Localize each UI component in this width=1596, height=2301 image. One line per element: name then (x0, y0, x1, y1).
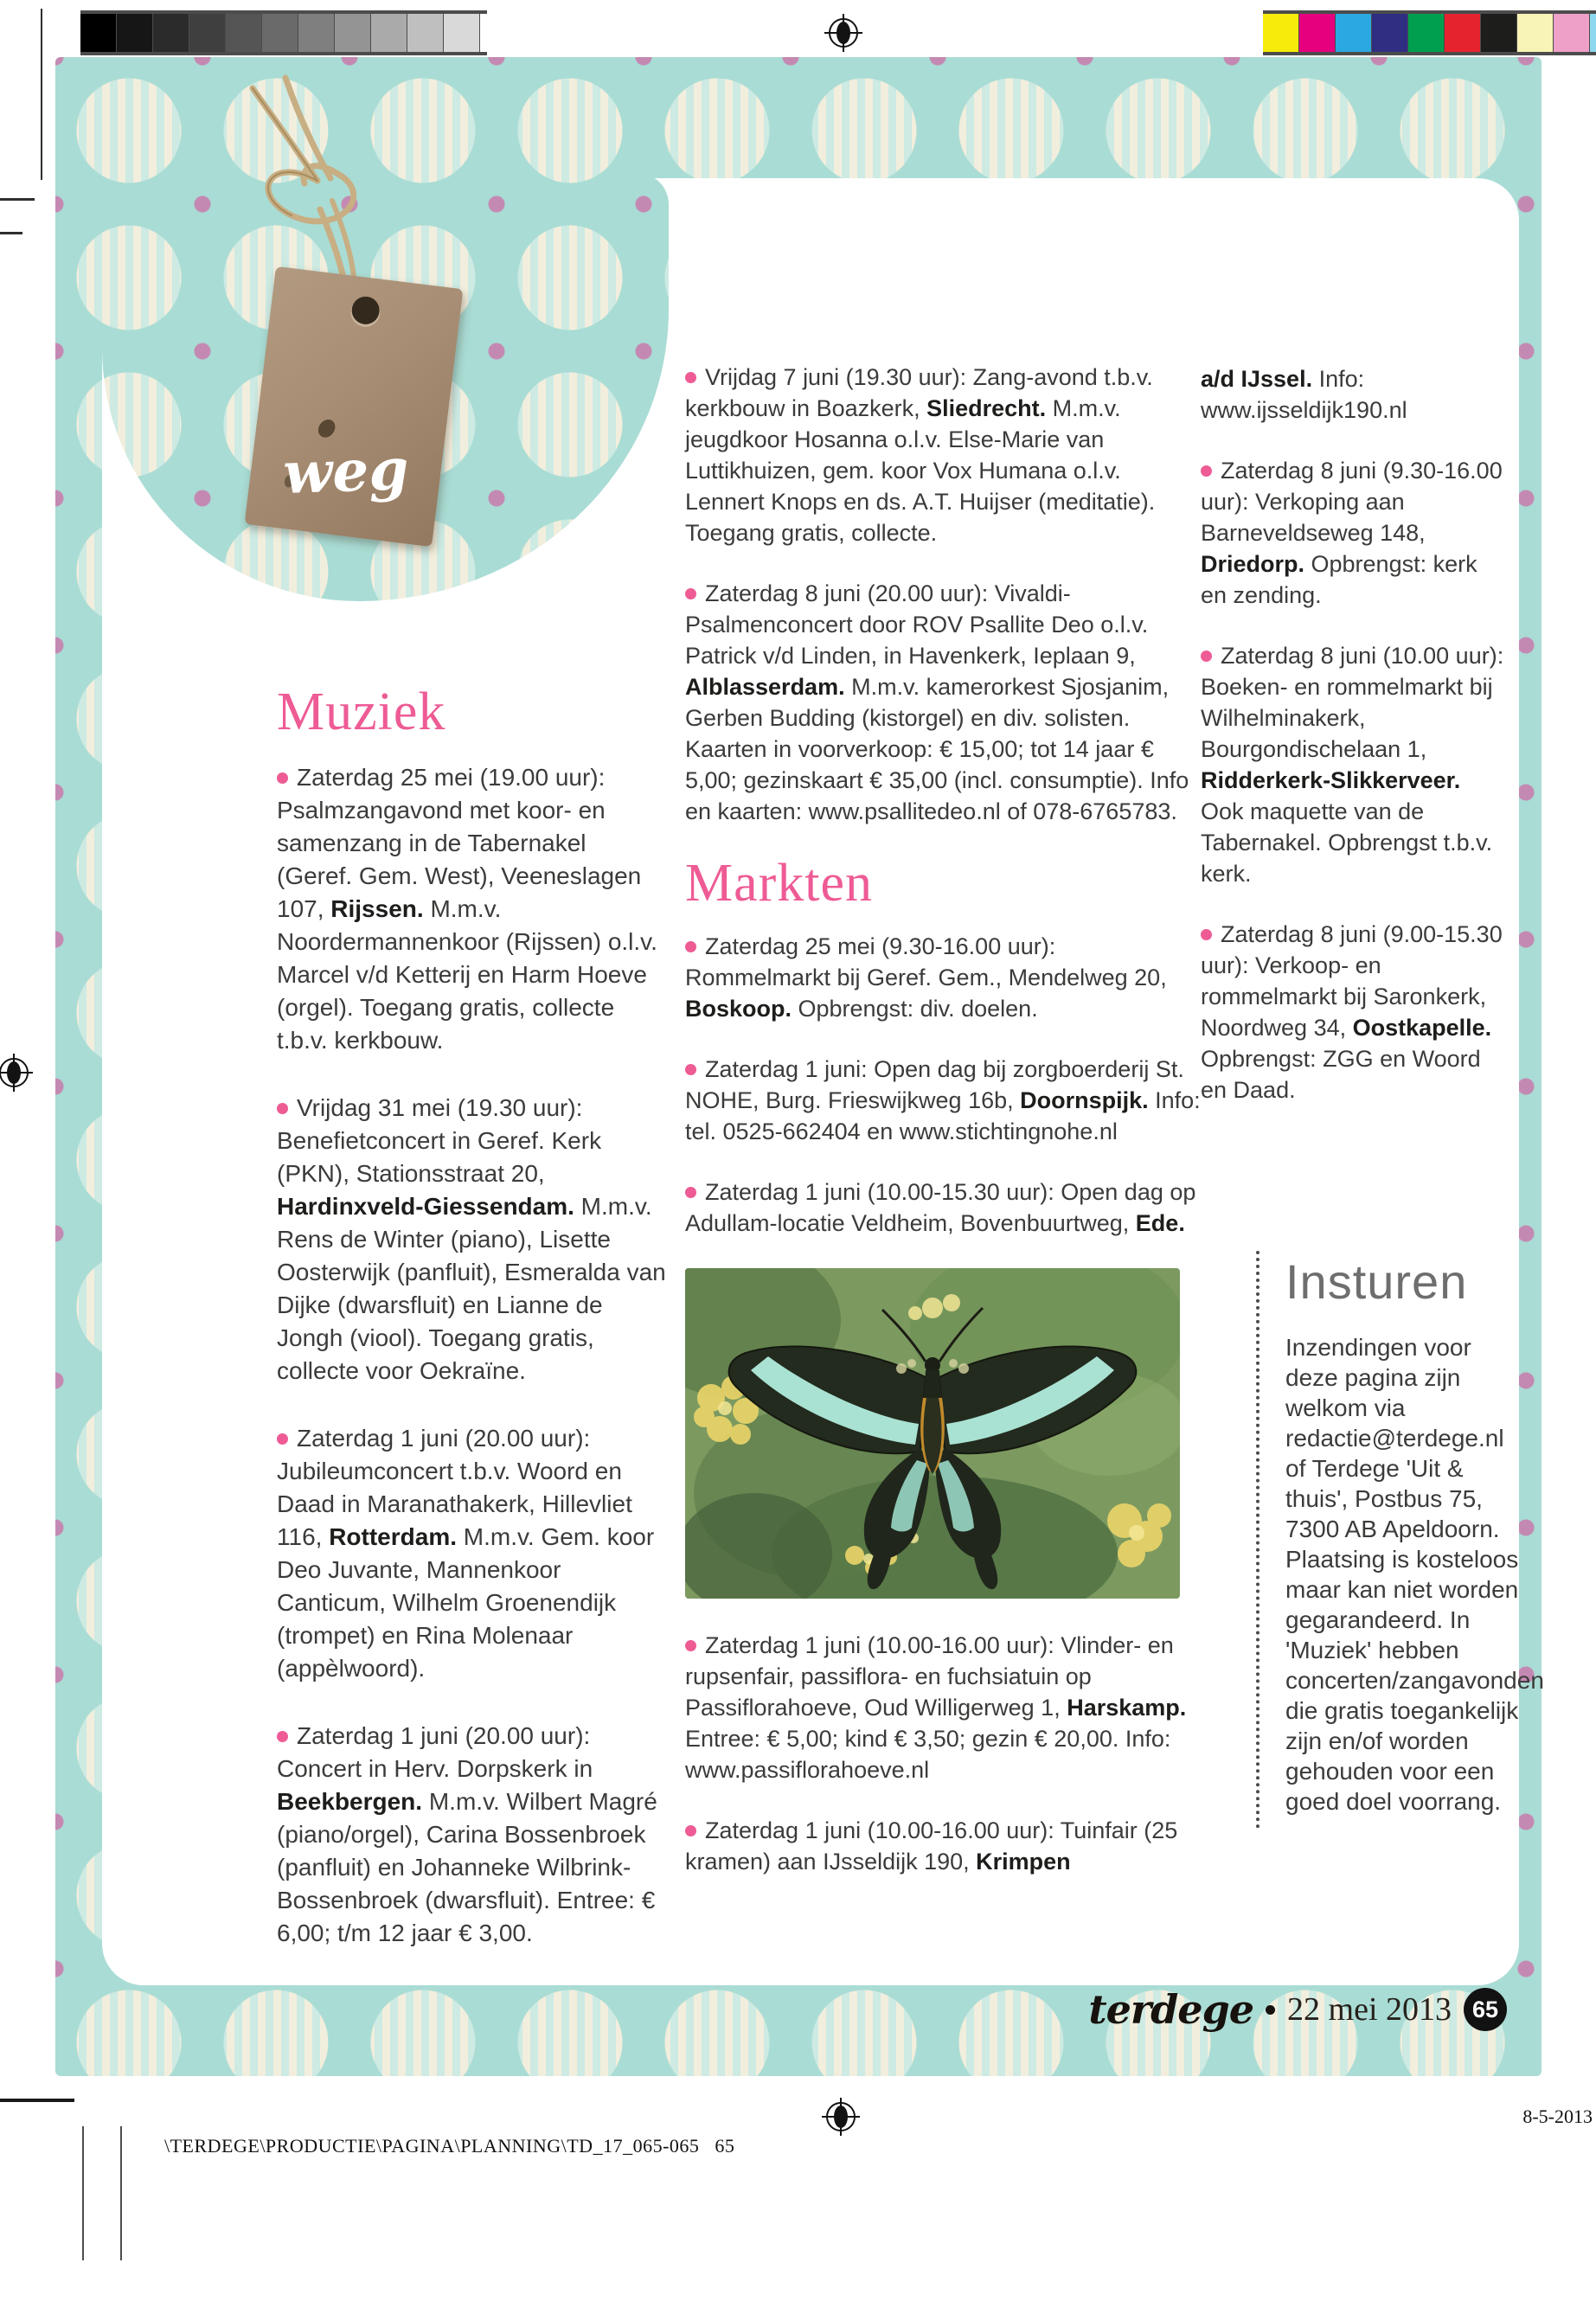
column-right (1201, 363, 1509, 1135)
event-text: Ook maquette van de Tabernakel. Opbrengst t.b.v. kerk. (1201, 798, 1493, 887)
bullet-icon (1201, 929, 1212, 940)
event-item (1201, 640, 1509, 889)
calibration-swatch (335, 14, 370, 52)
calibration-swatch (298, 14, 334, 52)
event-text: Info: tel. 0525-662404 en www.stichtingnohe.nl (685, 1087, 1201, 1144)
column-muziek (277, 685, 668, 1984)
event-text: Zaterdag 1 juni (10.00-16.00 uur): Tuinfair (25 kramen) aan IJsseldijk 190, (685, 1817, 1178, 1875)
calibration-swatch (371, 14, 407, 52)
event-text: Zaterdag 8 juni (9.30-16.00 uur): Verkoping aan Barneveldseweg 148, (1201, 458, 1503, 546)
event-list (685, 931, 1204, 1239)
event-item (685, 931, 1204, 1024)
bullet-icon (1201, 465, 1212, 477)
column-center (685, 362, 1204, 1907)
event-item (685, 1176, 1204, 1239)
event-list (1201, 363, 1509, 1106)
calibration-swatch (444, 14, 479, 52)
event-text: Zaterdag 25 mei (9.30-16.00 uur): Rommelmarkt bij Geref. Gem., Mendelweg 20, (685, 933, 1167, 990)
event-location: Alblasserdam. (685, 674, 845, 700)
event-item (277, 1422, 668, 1685)
grayscale-calibration-bar (80, 10, 487, 55)
bullet-icon (685, 588, 696, 599)
calibration-swatch (226, 14, 261, 52)
event-location: Beekbergen. (277, 1788, 423, 1815)
event-location: Ede. (1135, 1210, 1185, 1236)
event-text: Zaterdag 8 juni (9.00-15.30 uur): Verkoop- en rommelmarkt bij Saronkerk, Noordweg 34, (1201, 921, 1503, 1041)
gift-tag (245, 266, 464, 547)
tag-label: weg (282, 434, 410, 507)
calibration-swatch (1554, 14, 1589, 52)
calibration-swatch (1336, 14, 1371, 52)
event-list (685, 362, 1204, 827)
crop-mark (0, 198, 35, 201)
calibration-swatch (1445, 14, 1480, 52)
event-item (277, 761, 668, 1057)
crop-mark (120, 2126, 122, 2260)
calibration-swatch (189, 14, 225, 52)
calibration-swatch (80, 14, 116, 52)
event-item (277, 1092, 668, 1388)
event-text: Opbrengst: ZGG en Woord en Daad. (1201, 1046, 1481, 1103)
event-text: Zaterdag 8 juni (10.00 uur): Boeken- en rommelmarkt bij Wilhelminakerk, Bourgondischelaan 1, (1201, 643, 1504, 762)
magazine-logo: terdege (1088, 1986, 1254, 2033)
event-location: a/d IJssel. (1201, 366, 1313, 392)
calibration-swatch (1372, 14, 1407, 52)
insturen-text: Inzendingen voor deze pagina zijn welkom via redactie@terdege.nl of Terdege 'Uit & thuis', Postbus 75, 7300 AB Apeldoorn. Plaatsing is kosteloos maar kan niet worden gegarandeerd. In 'Muziek' hebben concerten/zangavonden die gratis toegankelijk zijn en/of worden gehouden voor een goed doel voorrang. (1285, 1334, 1544, 1815)
event-location: Doornspijk. (1020, 1087, 1149, 1113)
butterfly-photo (685, 1268, 1180, 1599)
event-item (1201, 919, 1509, 1106)
calibration-swatch (1517, 14, 1553, 52)
event-text: M.m.v. Rens de Winter (piano), Lisette Oosterwijk (panfluit), Esmeralda van Dijke (dwarsfluit) en Lianne de Jongh (viool). Toegang gratis, collecte voor Oekraïne. (277, 1193, 666, 1384)
calibration-swatch (1299, 14, 1335, 52)
event-text: M.m.v. Noordermannenkoor (Rijssen) o.l.v. Marcel v/d Ketterij en Harm Hoeve (orgel). Toegang gratis, collecte t.b.v. kerkbouw. (277, 895, 657, 1054)
bullet-icon (685, 372, 696, 383)
page-number-badge: 65 (1464, 1988, 1507, 2031)
registration-mark-icon (824, 14, 862, 52)
tag-hole (350, 295, 381, 326)
event-location: Rijssen. (330, 895, 424, 922)
section-heading-muziek: Muziek (277, 683, 446, 741)
bullet-icon (277, 1731, 288, 1742)
issue-date: 22 mei 2013 (1287, 1991, 1452, 2028)
bullet-icon (685, 1825, 696, 1836)
bullet-icon (685, 1064, 696, 1075)
event-text: Zaterdag 1 juni (20.00 uur): Concert in Herv. Dorpskerk in (277, 1722, 593, 1782)
event-text: Zaterdag 1 juni (10.00-15.30 uur): Open dag op Adullam-locatie Veldheim, Bovenbuurtweg, (685, 1179, 1196, 1236)
calibration-swatch (117, 14, 152, 52)
event-item (685, 1054, 1204, 1147)
event-text: Info: www.ijsseldijk190.nl (1201, 366, 1407, 423)
event-item (277, 1720, 668, 1950)
event-location: Krimpen (976, 1849, 1071, 1875)
event-item (1201, 455, 1509, 611)
event-text: M.m.v. jeugdkoor Hosanna o.l.v. Else-Marie van Luttikhuizen, gem. koor Vox Humana o.l.v. Lennert Knops en ds. A.T. Huijser (meditatie). Toegang gratis, collecte. (685, 395, 1156, 546)
section-heading-markten: Markten (685, 854, 874, 913)
event-text: Entree: € 5,00; kind € 3,50; gezin € 20,00. Info: www.passiflorahoeve.nl (685, 1726, 1171, 1783)
event-location: Driedorp. (1201, 551, 1305, 577)
registration-mark-icon (822, 2098, 860, 2136)
event-location: Boskoop. (685, 996, 792, 1022)
calibration-swatch (1408, 14, 1444, 52)
event-list (685, 1630, 1204, 1877)
event-text: M.m.v. kamerorkest Sjosjanim, Gerben Budding (kistorgel) en div. solisten. Kaarten in voorverkoop: € 15,00; tot 14 jaar € 5,00; gezinskaart € 35,00 (incl. consumptie). Info en kaarten: www.psallitedeo.nl of 078-6765783. (685, 674, 1189, 824)
event-text: Zaterdag 1 juni (20.00 uur): Jubileumconcert t.b.v. Woord en Daad in Maranathakerk, Hillevliet 116, (277, 1425, 632, 1550)
crop-mark (41, 9, 42, 180)
event-location: Rotterdam. (329, 1523, 457, 1550)
calibration-swatch (1481, 14, 1516, 52)
event-text: M.m.v. Gem. koor Deo Juvante, Mannenkoor Canticum, Wilhelm Groenendijk (trompet) en Rina Molenaar (appèlwoord). (277, 1523, 655, 1682)
insturen-box (1256, 1251, 1544, 1829)
event-text: Zaterdag 25 mei (19.00 uur): Psalmzangavond met koor- en samenzang in de Tabernakel (Geref. Gem. West), Veeneslagen 107, (277, 764, 642, 922)
bullet-icon (277, 1103, 288, 1114)
event-list (277, 761, 668, 1950)
event-location: Oostkapelle. (1352, 1015, 1492, 1041)
calibration-swatch (480, 14, 487, 52)
file-path-slug: \TERDEGE\PRODUCTIE\PAGINA\PLANNING\TD_17_065-065 65 (164, 2135, 735, 2157)
calibration-swatch (1263, 14, 1298, 52)
bullet-icon (1201, 651, 1212, 662)
event-location: Harskamp. (1067, 1695, 1187, 1721)
event-location: Ridderkerk-Slikkerveer. (1201, 767, 1461, 793)
calibration-swatch (1590, 14, 1596, 52)
calibration-swatch (262, 14, 298, 52)
event-location: Sliedrecht. (926, 395, 1047, 421)
crop-mark (0, 232, 22, 234)
event-text: Zaterdag 1 juni (10.00-16.00 uur): Vlinder- en rupsenfair, passiflora- en fuchsiatuin op Passiflorahoeve, Oud Willigerweg 1, (685, 1632, 1174, 1721)
event-item (1201, 363, 1509, 426)
crop-mark (82, 2126, 84, 2260)
color-calibration-bar (1263, 10, 1596, 55)
bullet-icon (685, 1640, 696, 1651)
event-text: Opbrengst: div. doelen. (792, 996, 1038, 1022)
bullet-icon (685, 941, 696, 952)
dot-icon (1266, 2005, 1275, 2015)
event-text: Vrijdag 7 juni (19.30 uur): Zang-avond t.b.v. kerkbouw in Boazkerk, (685, 364, 1153, 421)
event-item (685, 1815, 1204, 1877)
calibration-swatch (153, 14, 189, 52)
event-text: Vrijdag 31 mei (19.30 uur): Benefietconcert in Geref. Kerk (PKN), Stationsstraat 20, (277, 1094, 602, 1187)
bullet-icon (685, 1187, 696, 1198)
event-item (685, 578, 1204, 827)
crop-mark (0, 2099, 74, 2102)
event-text: M.m.v. Wilbert Magré (piano/orgel), Carina Bossenbroek (panfluit) en Johanneke Wilbrink-Bossenbroek (dwarsfluit). Entree: € 6,00; t/m 12 jaar € 3,00. (277, 1788, 657, 1946)
print-date: 8-5-2013 (1522, 2106, 1593, 2127)
event-text: Zaterdag 1 juni: Open dag bij zorgboerderij St. NOHE, Burg. Frieswijkweg 16b, (685, 1056, 1184, 1113)
event-text: Zaterdag 8 juni (20.00 uur): Vivaldi-Psalmenconcert door ROV Psallite Deo o.l.v. Patrick v/d Linden, in Havenkerk, Ieplaan 9, (685, 580, 1149, 669)
calibration-swatch (407, 14, 443, 52)
registration-mark-icon (0, 1054, 33, 1092)
event-item (685, 1630, 1204, 1785)
bullet-icon (277, 1433, 288, 1445)
page-footer (1088, 1986, 1507, 2033)
bullet-icon (277, 772, 288, 784)
event-text: Opbrengst: kerk en zending. (1201, 551, 1477, 608)
event-location: Hardinxveld-Giessendam. (277, 1193, 574, 1220)
section-heading-insturen: Insturen (1285, 1254, 1468, 1309)
event-item (685, 362, 1204, 548)
